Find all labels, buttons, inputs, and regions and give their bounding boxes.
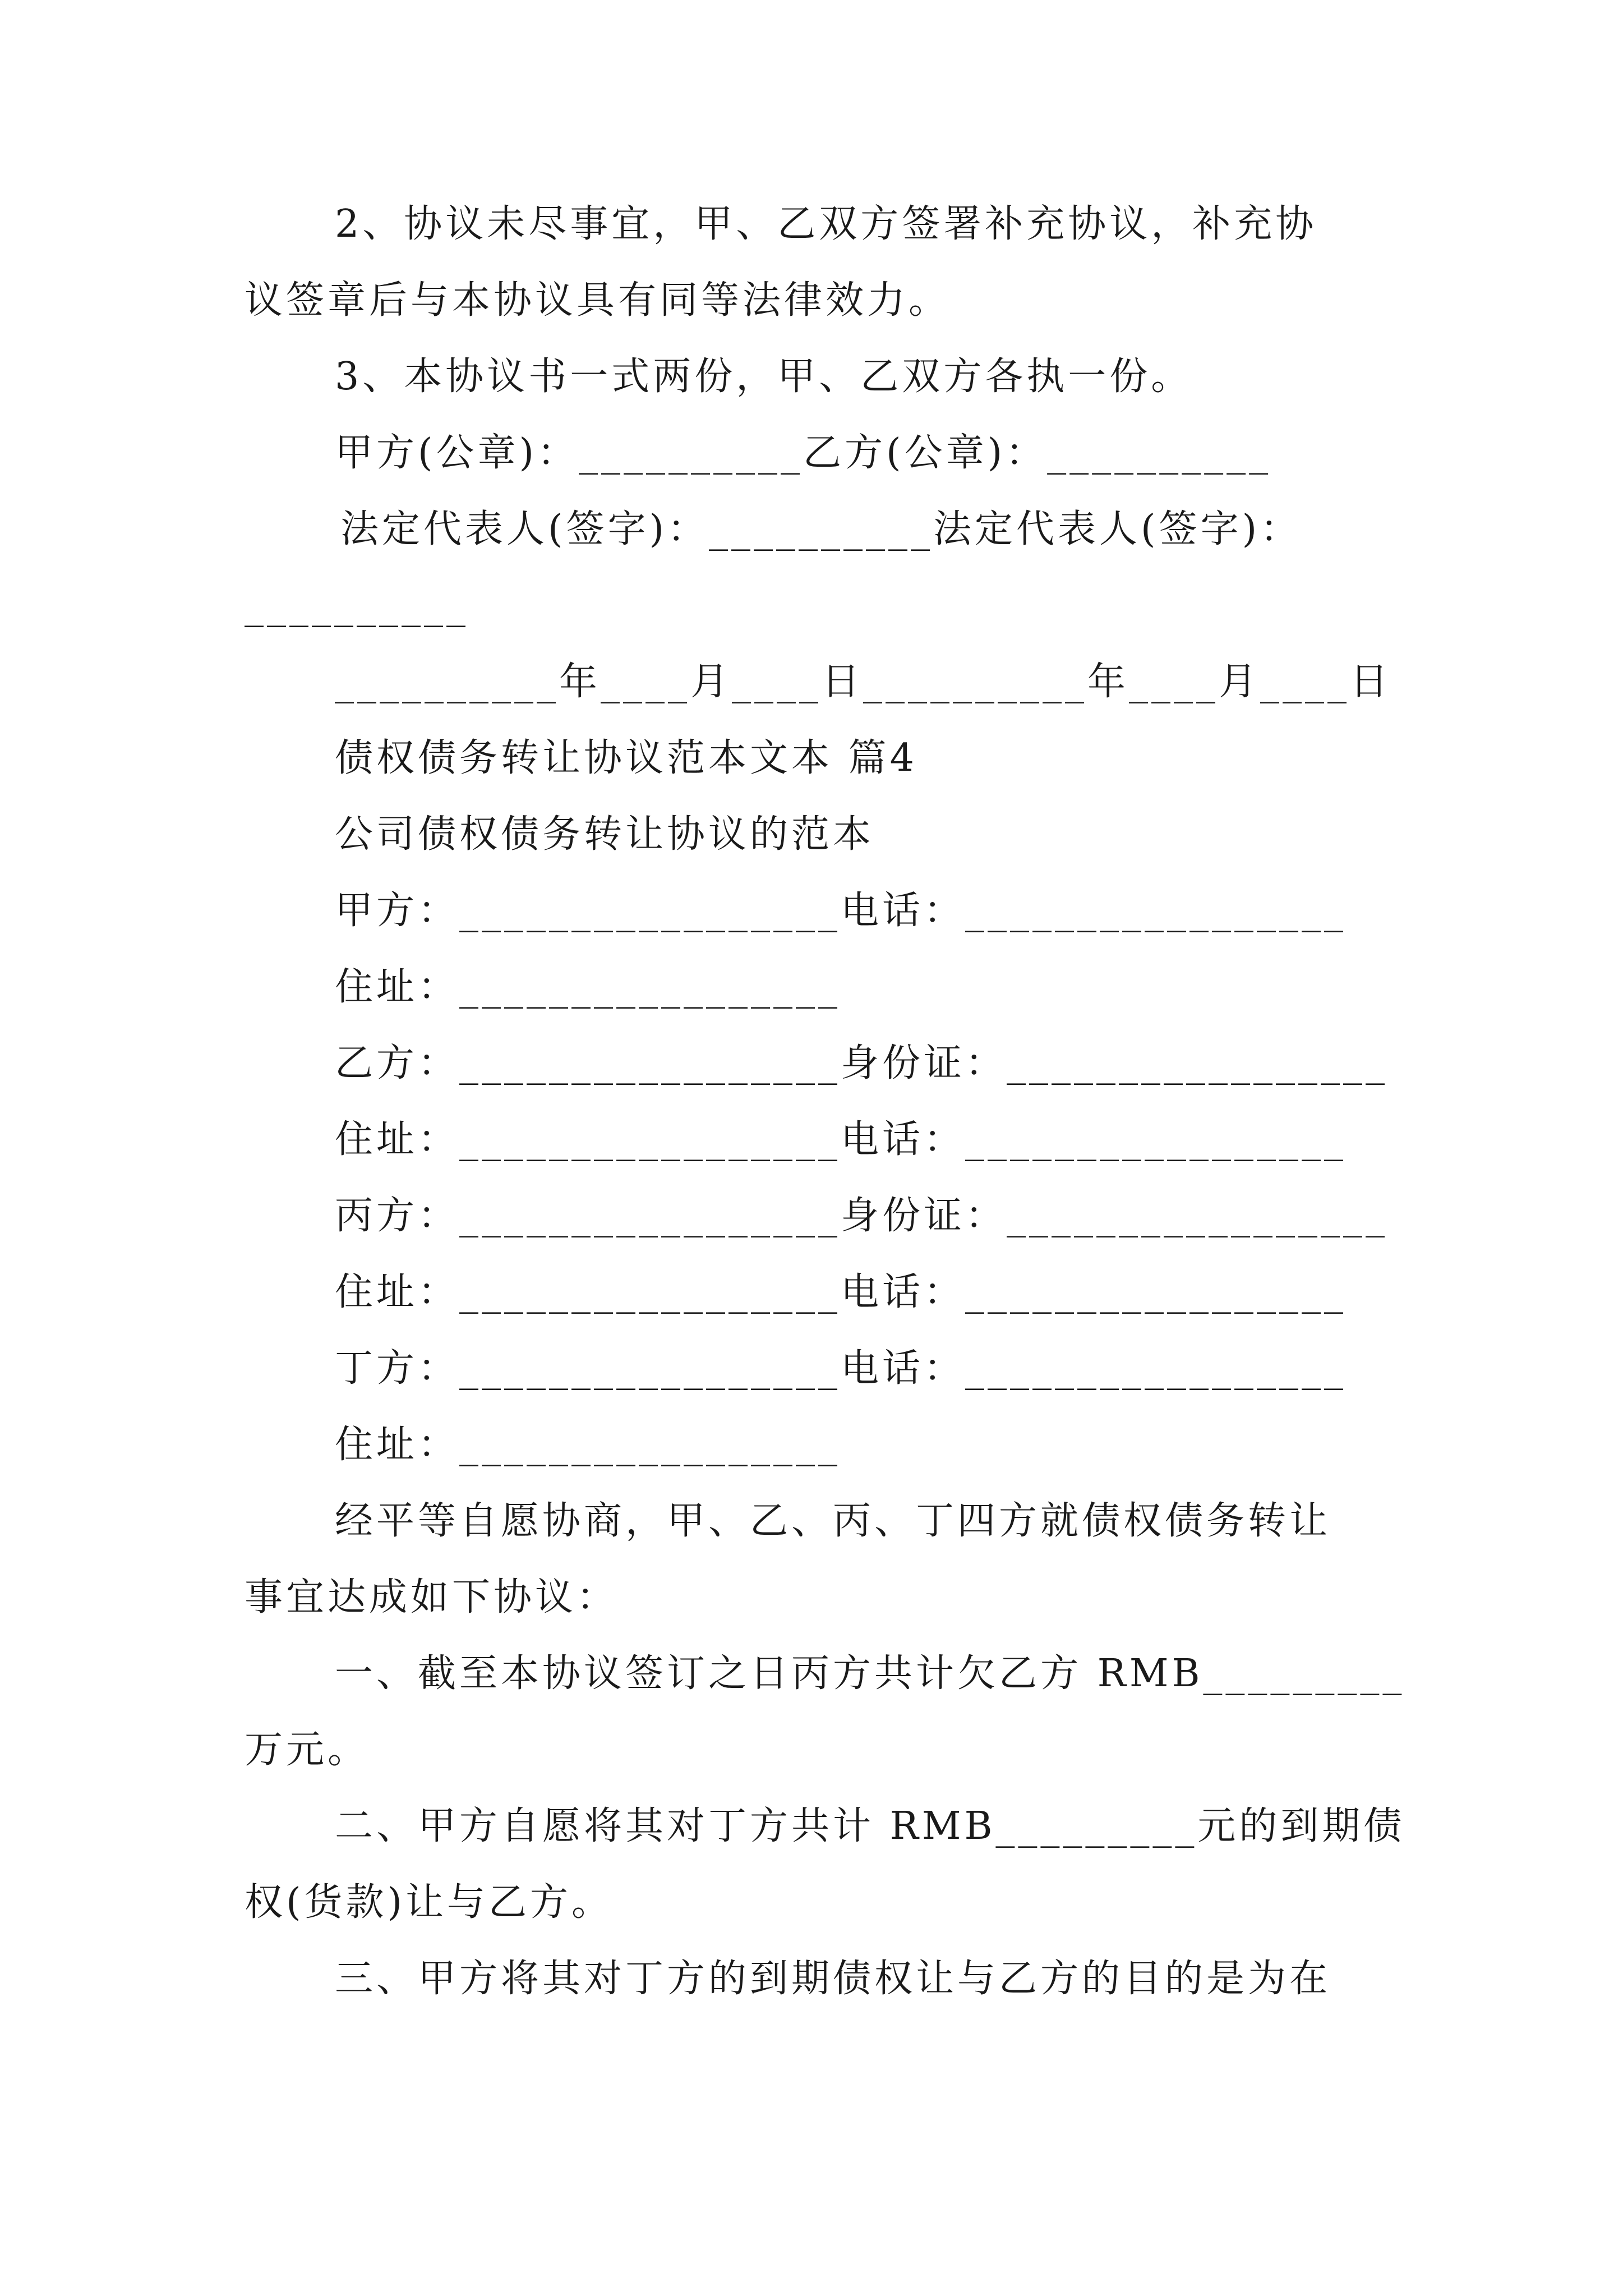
- paragraph-line: 议签章后与本协议具有同等法律效力。: [245, 278, 951, 323]
- paragraph-line: 2、协议未尽事宜，甲、乙双方签署补充协议，补充协: [335, 202, 1317, 246]
- party-field: 甲方：_________________电话：_________________: [335, 889, 1347, 933]
- signature-line: 法定代表人(签字)：__________法定代表人(签字)：: [340, 507, 1302, 551]
- section-heading: 债权债务转让协议范本文本 篇4: [335, 736, 917, 780]
- party-field: 住址：_________________电话：_________________: [335, 1117, 1347, 1162]
- paragraph-line: 权(货款)让与乙方。: [245, 1880, 614, 1925]
- paragraph-line: 3、本协议书一式两份，甲、乙双方各执一份。: [335, 355, 1193, 399]
- paragraph-line: 事宜达成如下协议：: [245, 1575, 619, 1619]
- signature-line: 甲方(公章)：__________乙方(公章)：__________: [335, 431, 1272, 475]
- date-line: __________年____月____日__________年____月____日: [335, 660, 1392, 704]
- signature-blank: __________: [245, 583, 469, 628]
- party-field: 住址：_________________: [335, 965, 841, 1009]
- party-field: 乙方：_________________身份证：_________________: [335, 1041, 1389, 1085]
- paragraph-line: 一、截至本协议签订之日丙方共计欠乙方 RMB_________: [335, 1651, 1405, 1696]
- paragraph-line: 三、甲方将其对丁方的到期债权让与乙方的目的是为在: [335, 1957, 1331, 2001]
- party-field: 丁方：_________________电话：_________________: [335, 1346, 1347, 1391]
- paragraph-line: 万元。: [245, 1728, 370, 1772]
- paragraph-line: 经平等自愿协商，甲、乙、丙、丁四方就债权债务转让: [335, 1499, 1331, 1543]
- party-field: 住址：_________________: [335, 1423, 841, 1467]
- paragraph-line: 二、甲方自愿将其对丁方共计 RMB_________元的到期债: [335, 1804, 1405, 1848]
- party-field: 住址：_________________电话：_________________: [335, 1270, 1347, 1314]
- party-field: 丙方：_________________身份证：_________________: [335, 1194, 1389, 1238]
- document-title: 公司债权债务转让协议的范本: [335, 812, 875, 857]
